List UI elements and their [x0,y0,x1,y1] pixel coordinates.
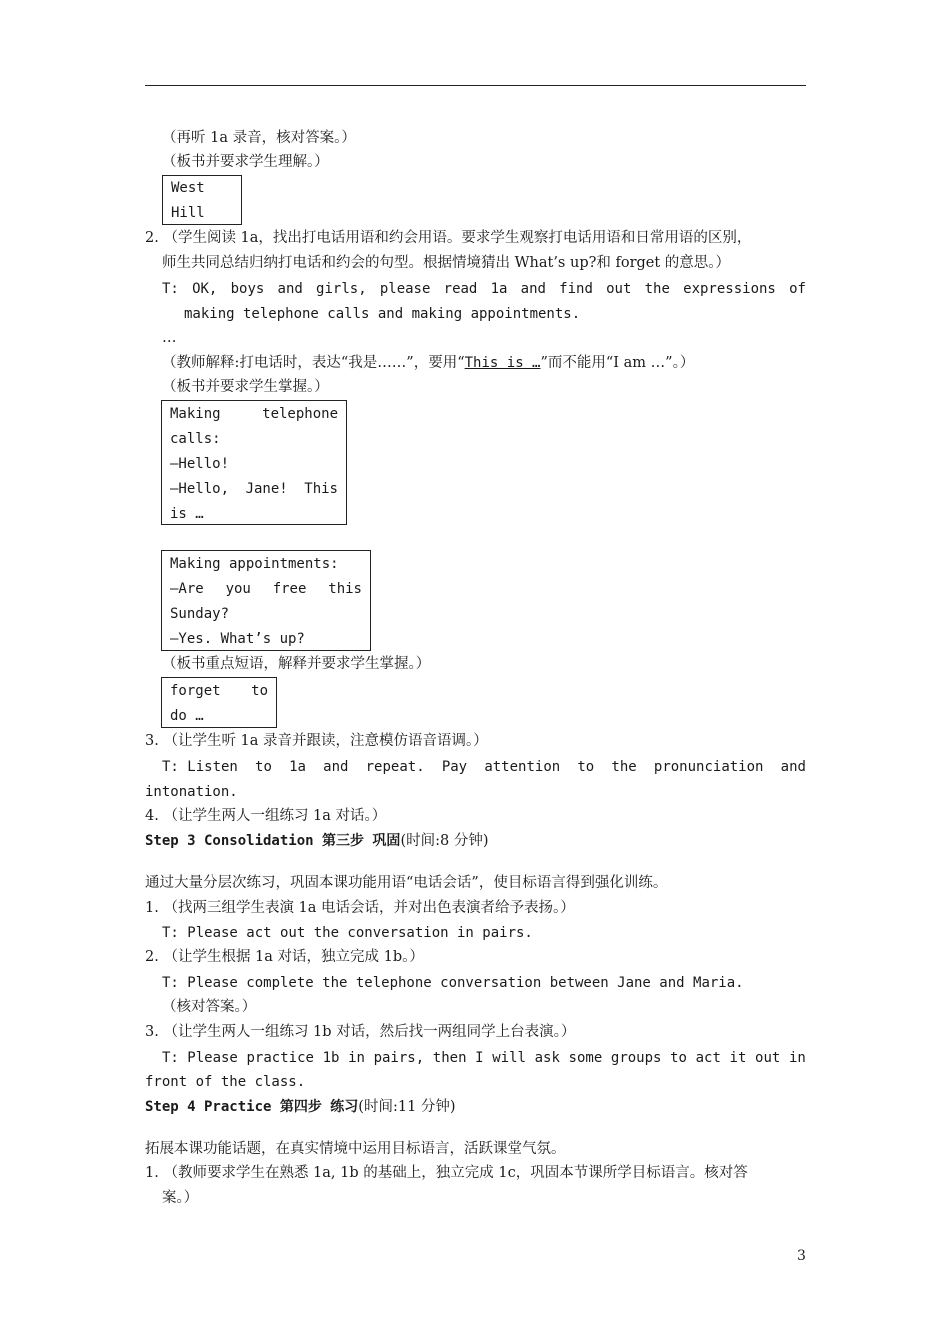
word: Making [170,406,221,422]
text-segment: （教师解释:打电话时，表达“我是……”，要用“ [162,355,465,371]
word: the [644,281,670,297]
word: please [379,281,431,297]
word: pronunciation [653,759,764,775]
word: free [272,581,307,597]
box-line: —Hello! [170,456,230,472]
word: —Are [170,581,204,597]
text-line: 师生共同总结归纳打电话和约会的句型。根据情境猜出 What’s up?和 forget 的意思。） [162,255,731,271]
word: the [611,759,637,775]
box-line [170,580,362,598]
underlined-phrase: This is … [464,355,541,371]
text-line: 1. （找两三组学生表演 1a 电话会话，并对出色表演者给予表扬。） [145,900,575,916]
text-segment: ”而不能用“I am …”。） [540,355,695,371]
word: Jane! [245,481,288,497]
word: to [577,759,595,775]
box-line [170,682,268,700]
text-line: （板书重点短语，解释并要求学生掌握。） [162,656,431,672]
header-rule [145,85,806,86]
word: boys [230,281,265,297]
word: Pay [441,759,468,775]
word: it [729,1050,747,1066]
box-line: do … [170,708,204,724]
word: pairs, [373,1050,425,1066]
word: to [251,683,268,699]
box-line: Hill [171,205,205,221]
word: then [432,1050,467,1066]
box-line: West [171,180,205,196]
text-line: 3. （让学生两人一组练习 1b 对话，然后找一两组同学上台表演。） [145,1024,576,1040]
text-line: making telephone calls and making appointments. [184,306,581,322]
word: in [788,1050,806,1066]
word: practice [246,1050,314,1066]
step-heading [145,832,488,850]
word: telephone [262,406,338,422]
word: this [328,581,362,597]
text-line: （核对答案。） [162,999,257,1015]
box-line [170,405,338,423]
word: 1a [490,281,508,297]
word: and [277,281,303,297]
word: I [475,1050,484,1066]
blackboard-box-west-hill [162,175,242,225]
box-line: Sunday? [170,606,230,622]
word: read [443,281,478,297]
word: T: Listen [162,759,238,775]
word: to [255,759,272,775]
step-title: Step 4 Practice 第四步 练习 [145,1099,359,1115]
word: out [755,1050,781,1066]
word: repeat. [365,759,425,775]
box-line: Making appointments: [170,556,339,572]
step-heading [145,1098,456,1116]
blackboard-box-telephone-calls [161,400,347,525]
word: will [492,1050,526,1066]
word: 1b [322,1050,340,1066]
word: —Hello, [170,481,230,497]
word: find [559,281,593,297]
word: and [780,759,806,775]
word: some [568,1050,603,1066]
step-title: Step 3 Consolidation 第三步 巩固 [145,833,401,849]
text-line: 3. （让学生听 1a 录音并跟读，注意模仿语音语调。） [145,733,488,749]
text-line-justified [162,280,806,298]
word: to [670,1050,687,1066]
page-number: 3 [797,1248,806,1264]
step-time: (时间:8 分钟) [400,833,489,849]
word: attention [484,759,561,775]
word: and [323,759,349,775]
text-line: intonation. [145,784,238,800]
word: and [520,281,546,297]
text-line [162,354,694,372]
box-line: —Yes. What’s up? [170,631,305,647]
box-line: is … [170,506,204,522]
box-line: calls: [170,431,221,447]
word: This [304,481,338,497]
box-line [170,480,338,498]
word: ask [534,1050,560,1066]
word: forget [170,683,221,699]
blackboard-box-forget [161,677,277,728]
word: girls, [316,281,367,297]
word: of [789,281,806,297]
text-line: 4. （让学生两人一组练习 1a 对话。） [145,808,387,824]
text-line: （再听 1a 录音，核对答案。） [162,130,356,146]
text-line: T: Please act out the conversation in pairs. [162,925,533,941]
word: T: Please [162,1050,238,1066]
text-line: front of the class. [145,1074,306,1090]
word: you [225,581,251,597]
word: out [606,281,632,297]
text-line: 案。） [162,1190,199,1206]
blackboard-box-appointments [161,550,371,651]
step-time: (时间:11 分钟) [358,1099,456,1115]
word: in [348,1050,365,1066]
word: 1a [289,759,306,775]
text-line: 拓展本课功能话题，在真实情境中运用目标语言，活跃课堂气氛。 [145,1141,566,1157]
text-line: 2. （学生阅读 1a，找出打电话用语和约会用语。要求学生观察打电话用语和日常用语的区别， [145,230,752,246]
text-line: （板书并要求学生掌握。） [162,379,329,395]
word: groups [610,1050,662,1066]
text-line: 2. （让学生根据 1a 对话，独立完成 1b。） [145,949,424,965]
text-line: T: Please complete the telephone conversation between Jane and Maria. [162,975,744,991]
text-line: … [162,330,177,346]
text-line: 1. （教师要求学生在熟悉 1a, 1b 的基础上，独立完成 1c，巩固本节课所学目标语言。核对答 [145,1165,748,1181]
text-line-justified [162,758,806,776]
word: OK, [192,281,218,297]
word: T: [162,281,179,297]
text-line: 通过大量分层次练习，巩固本课功能用语“电话会话”，使目标语言得到强化训练。 [145,875,668,891]
word: act [695,1050,721,1066]
word: expressions [683,281,776,297]
text-line: （板书并要求学生理解。） [162,154,329,170]
text-line-justified [162,1049,806,1067]
